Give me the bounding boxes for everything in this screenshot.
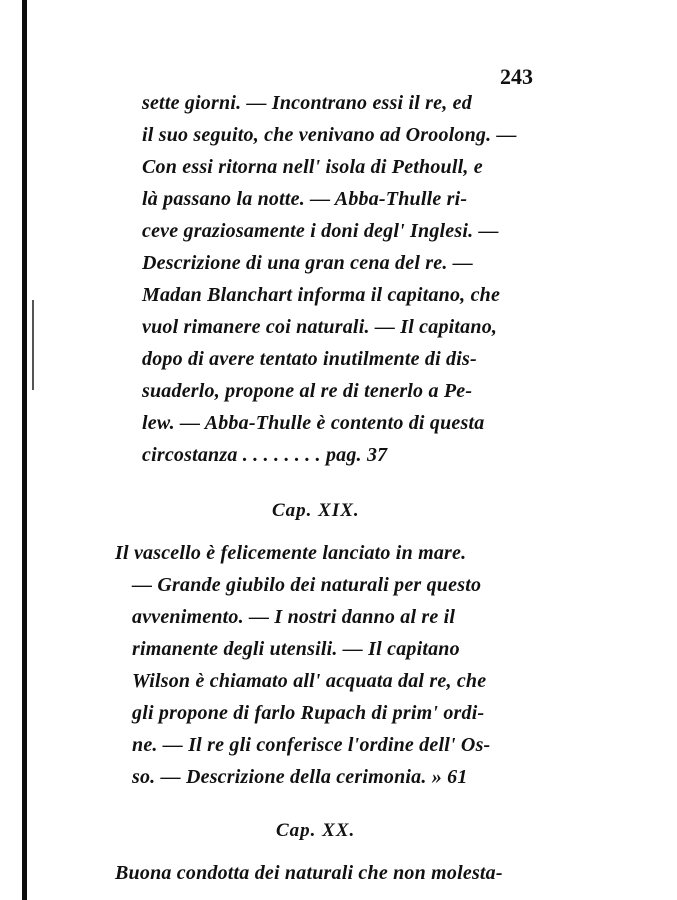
- text-line: Con essi ritorna nell' isola di Pethoull, e: [142, 156, 483, 178]
- text-line: ne. — Il re gli conferisce l'ordine dell' Os-: [132, 734, 491, 756]
- text-line: gli propone di farlo Rupach di prim' ordi-: [132, 702, 485, 724]
- text-line: sette giorni. — Incontrano essi il re, ed: [142, 92, 472, 114]
- text-line: Madan Blanchart informa il capitano, che: [142, 284, 501, 306]
- chapter-heading: Cap. XX.: [276, 820, 356, 841]
- text-line: rimanente degli utensili. — Il capitano: [132, 638, 460, 660]
- text-line: circostanza . . . . . . . . pag. 37: [142, 444, 388, 466]
- page-edge-mark: [32, 300, 34, 390]
- text-line: lew. — Abba-Thulle è contento di questa: [142, 412, 485, 434]
- text-line: suaderlo, propone al re di tenerlo a Pe-: [142, 380, 473, 402]
- text-line: là passano la notte. — Abba-Thulle ri-: [142, 188, 468, 210]
- text-line: dopo di avere tentato inutilmente di dis-: [142, 348, 477, 370]
- text-line: Descrizione di una gran cena del re. —: [142, 252, 473, 274]
- text-line: — Grande giubilo dei naturali per questo: [132, 574, 482, 596]
- text-line: vuol rimanere coi naturali. — Il capitano,: [142, 316, 498, 338]
- text-line: Buona condotta dei naturali che non molesta-: [115, 862, 503, 884]
- chapter-heading: Cap. XIX.: [272, 500, 360, 521]
- text-line: avvenimento. — I nostri danno al re il: [132, 606, 456, 628]
- page-edge-shadow: [22, 0, 27, 900]
- text-line: so. — Descrizione della cerimonia. » 61: [132, 766, 468, 788]
- text-line: ceve graziosamente i doni degl' Inglesi. —: [142, 220, 499, 242]
- text-line: Wilson è chiamato all' acquata dal re, che: [132, 670, 487, 692]
- text-line: il suo seguito, che venivano ad Oroolong. —: [142, 124, 517, 146]
- page-number: 243: [500, 64, 533, 89]
- text-line: Il vascello è felicemente lanciato in mare.: [115, 542, 467, 564]
